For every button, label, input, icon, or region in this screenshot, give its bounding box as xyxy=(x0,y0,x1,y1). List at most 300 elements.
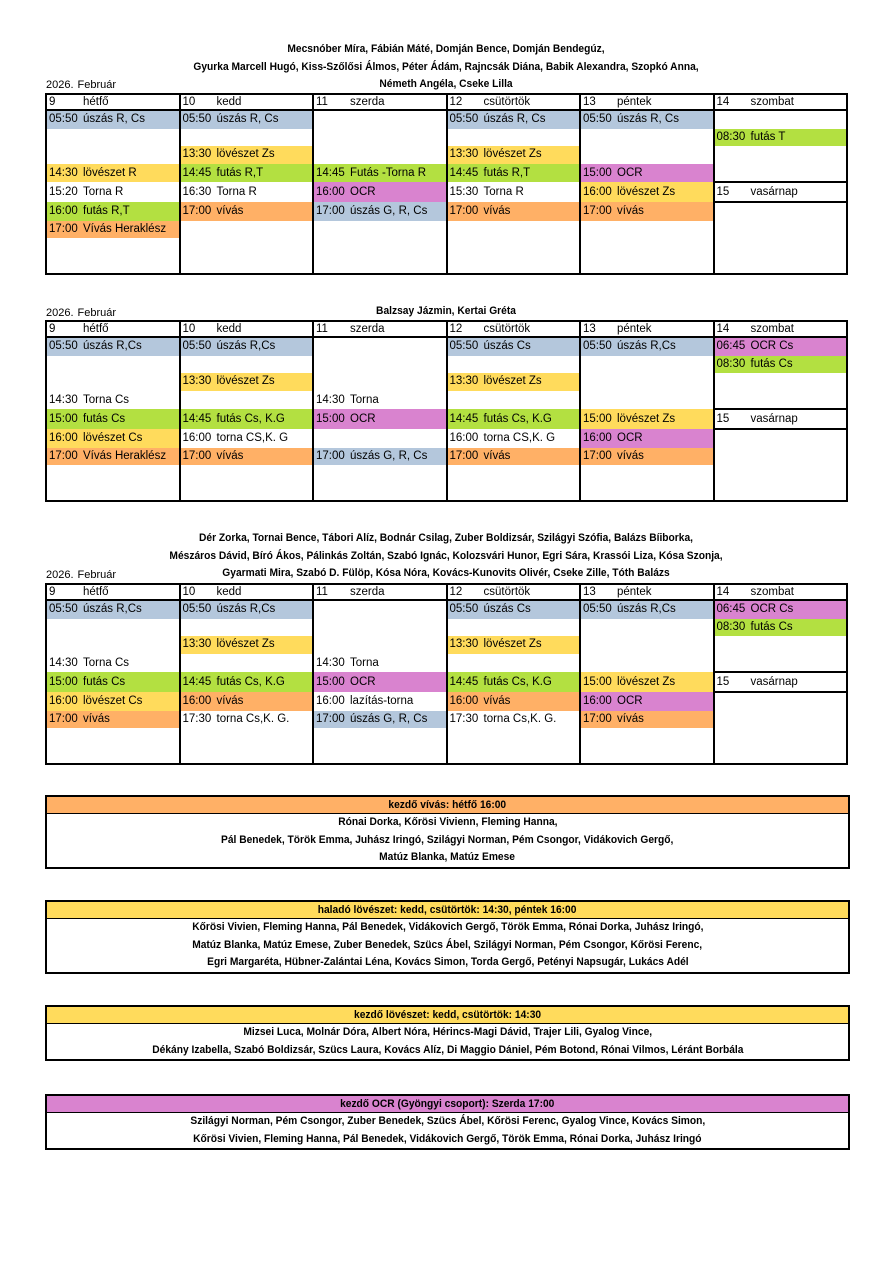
event-time: 14:30 xyxy=(316,393,345,406)
day-number: 13 xyxy=(583,96,596,108)
event-time: 05:50 xyxy=(449,113,479,126)
event-time: 13:30 xyxy=(449,148,479,161)
schedule-row xyxy=(46,221,847,239)
schedule-event xyxy=(180,429,314,448)
event-activity: OCR xyxy=(617,166,643,179)
participants-list xyxy=(72,41,820,94)
schedule-event xyxy=(180,600,314,619)
empty-slot xyxy=(46,619,180,637)
empty-slot xyxy=(180,129,314,147)
schedule-event xyxy=(580,600,714,619)
empty-slot xyxy=(46,129,180,147)
event-time: 15:00 xyxy=(583,412,612,425)
empty-slot xyxy=(714,692,848,711)
schedule-event xyxy=(447,202,581,221)
schedule-event xyxy=(46,654,180,673)
event-activity: lövészet Zs xyxy=(617,185,676,198)
day-name: hétfő xyxy=(83,323,109,335)
schedule-event xyxy=(580,164,714,183)
day-number: 13 xyxy=(583,586,596,598)
event-activity: vívás xyxy=(617,204,644,217)
schedule-event xyxy=(447,164,581,183)
schedule-row xyxy=(46,256,847,275)
empty-slot xyxy=(580,391,714,410)
empty-slot xyxy=(313,746,447,765)
group-members-text: Matúz Blanka, Matúz Emese xyxy=(379,851,516,863)
day-header-row xyxy=(46,94,847,110)
day-number: 9 xyxy=(49,323,56,335)
schedule-event xyxy=(46,110,180,129)
event-activity: úszás R, Cs xyxy=(617,113,679,126)
event-time: 05:50 xyxy=(49,603,78,616)
schedule-row xyxy=(46,672,847,692)
empty-slot xyxy=(714,746,848,765)
group-members-text: Mizsei Luca, Molnár Dóra, Albert Nóra, Hérincs-Magi Dávid, Trajer Lili, Gyalog Vince, xyxy=(243,1026,652,1038)
event-time: 16:00 xyxy=(182,431,212,444)
day-header xyxy=(180,584,314,600)
event-activity: vívás xyxy=(617,712,644,725)
event-time: 08:30 xyxy=(716,357,746,370)
event-time: 05:50 xyxy=(182,113,212,126)
schedule-event xyxy=(447,600,581,619)
schedule-event xyxy=(46,600,180,619)
empty-slot xyxy=(447,391,581,410)
event-activity: Vívás Heraklész xyxy=(83,222,167,235)
training-group xyxy=(45,1094,850,1150)
day-name: szombat xyxy=(750,96,794,108)
event-activity: lövészet Zs xyxy=(483,148,542,161)
schedule-event xyxy=(180,409,314,429)
empty-slot xyxy=(313,221,447,239)
day-number: 12 xyxy=(449,586,463,598)
empty-slot xyxy=(447,221,581,239)
empty-slot xyxy=(580,256,714,275)
event-activity: úszás G, R, Cs xyxy=(350,712,428,725)
event-activity: vívás xyxy=(617,449,644,462)
schedule-event xyxy=(580,711,714,729)
event-activity: Torna Cs xyxy=(83,656,130,669)
schedule-row xyxy=(46,692,847,711)
event-time: 05:50 xyxy=(583,603,612,616)
event-activity: Torna xyxy=(350,393,379,406)
week-calendar xyxy=(45,583,848,765)
group-members-line xyxy=(47,954,848,972)
event-activity: úszás G, R, Cs xyxy=(350,449,428,462)
event-activity: OCR Cs xyxy=(750,603,794,616)
training-group xyxy=(45,795,850,869)
empty-slot xyxy=(714,711,848,729)
schedule-event xyxy=(714,129,848,147)
schedule-row xyxy=(46,429,847,448)
year: 2026. xyxy=(46,569,74,581)
event-activity: vívás xyxy=(483,449,511,462)
event-activity: futás T xyxy=(750,130,786,143)
participants-line: Németh Angéla, Cseke Lilla xyxy=(379,78,513,90)
month: Február xyxy=(77,307,117,319)
day-name: péntek xyxy=(617,586,652,598)
empty-slot xyxy=(447,746,581,765)
day-header xyxy=(46,584,180,600)
schedule-event xyxy=(46,337,180,356)
day-number: 15 xyxy=(716,185,730,198)
group-members-line xyxy=(47,1131,848,1149)
empty-slot xyxy=(313,600,447,619)
empty-slot xyxy=(580,238,714,256)
group-title xyxy=(47,797,848,814)
empty-slot xyxy=(580,146,714,164)
day-number: 14 xyxy=(716,323,730,335)
event-activity: lövészet Zs xyxy=(483,638,542,651)
event-time: 14:30 xyxy=(49,393,78,406)
event-activity: torna CS,K. G xyxy=(216,431,289,444)
empty-slot xyxy=(580,619,714,637)
event-activity: torna Cs,K. G. xyxy=(483,712,557,725)
week-calendar xyxy=(45,93,848,275)
event-time: 05:50 xyxy=(583,340,612,353)
day-header-row xyxy=(46,321,847,337)
day-number: 11 xyxy=(316,586,328,598)
participants-list xyxy=(72,303,820,321)
empty-slot xyxy=(580,356,714,374)
event-activity: lövészet Cs xyxy=(83,431,143,444)
empty-slot xyxy=(313,146,447,164)
schedule-row xyxy=(46,728,847,746)
empty-slot xyxy=(714,465,848,483)
event-time: 17:00 xyxy=(49,712,78,725)
empty-slot xyxy=(580,129,714,147)
event-time: 05:50 xyxy=(182,603,212,616)
event-time: 16:00 xyxy=(182,694,212,707)
event-time: 15:00 xyxy=(49,675,78,688)
group-title xyxy=(47,1096,848,1113)
schedule-event xyxy=(580,337,714,356)
event-time: 13:30 xyxy=(449,638,479,651)
event-time: 17:00 xyxy=(449,449,479,462)
event-activity: futás Cs xyxy=(750,620,793,633)
event-activity: futás R,T xyxy=(83,204,130,217)
empty-slot xyxy=(180,483,314,502)
event-time: 14:45 xyxy=(182,166,212,179)
schedule-event xyxy=(180,636,314,654)
schedule-event xyxy=(46,429,180,448)
empty-slot xyxy=(313,337,447,356)
event-activity: Torna Cs xyxy=(83,393,130,406)
day-name: hétfő xyxy=(83,586,109,598)
month-label xyxy=(46,568,120,582)
empty-slot xyxy=(580,636,714,654)
participants-line: Dér Zorka, Tornai Bence, Tábori Alíz, Bodnár Csilag, Zuber Boldizsár, Szilágyi Szófia, Balázs Bíiborka, xyxy=(198,532,694,544)
day-header xyxy=(580,94,714,110)
event-time: 05:50 xyxy=(449,603,479,616)
participants-line: Gyurka Marcell Hugó, Kiss-Szőlősi Álmos, Péter Ádám, Rajncsák Diána, Babik Alexandra, Szopkó Anna, xyxy=(193,60,699,73)
event-activity: úszás R,Cs xyxy=(216,340,276,353)
empty-slot xyxy=(313,129,447,147)
event-activity: OCR xyxy=(350,675,376,688)
group-title-text: kezdő OCR (Gyöngyi csoport): Szerda 17:00 xyxy=(340,1098,555,1110)
event-time: 15:30 xyxy=(449,185,479,198)
schedule-row xyxy=(46,600,847,619)
event-time: 16:30 xyxy=(182,185,212,198)
event-activity: Torna xyxy=(350,656,379,669)
empty-slot xyxy=(714,448,848,466)
event-time: 14:45 xyxy=(449,675,479,688)
schedule-event xyxy=(180,448,314,466)
day-header xyxy=(313,584,447,600)
event-activity: futás Cs, K.G xyxy=(216,675,285,688)
schedule-row xyxy=(46,337,847,356)
empty-slot xyxy=(313,429,447,448)
event-time: 17:00 xyxy=(316,712,345,725)
schedule-row xyxy=(46,711,847,729)
empty-slot xyxy=(580,728,714,746)
schedule-event xyxy=(580,182,714,202)
schedule-row xyxy=(46,654,847,673)
event-time: 14:45 xyxy=(316,166,345,179)
empty-slot xyxy=(46,256,180,275)
event-time: 13:30 xyxy=(449,375,479,388)
day-header-sunday xyxy=(714,182,848,202)
schedule-row xyxy=(46,448,847,466)
event-time: 14:45 xyxy=(449,412,479,425)
event-activity: futás R,T xyxy=(483,166,531,179)
month: Február xyxy=(77,79,117,91)
empty-slot xyxy=(580,654,714,673)
empty-slot xyxy=(180,256,314,275)
group-members-line xyxy=(47,919,848,937)
empty-slot xyxy=(714,110,848,129)
event-time: 15:00 xyxy=(316,412,345,425)
event-activity: úszás R, Cs xyxy=(83,113,145,126)
schedule-event xyxy=(313,654,447,673)
day-number: 12 xyxy=(449,323,463,335)
empty-slot xyxy=(313,256,447,275)
event-time: 16:00 xyxy=(49,431,78,444)
week-calendar xyxy=(45,320,848,502)
empty-slot xyxy=(447,619,581,637)
event-activity: futás R,T xyxy=(216,166,264,179)
event-time: 06:45 xyxy=(716,603,746,616)
empty-slot xyxy=(714,429,848,448)
schedule-event xyxy=(447,672,581,692)
schedule-row xyxy=(46,356,847,374)
event-time: 05:50 xyxy=(49,113,78,126)
event-activity: vívás xyxy=(216,204,244,217)
event-time: 15:00 xyxy=(583,166,612,179)
day-name: csütörtök xyxy=(483,96,531,108)
event-time: 15:00 xyxy=(49,412,78,425)
empty-slot xyxy=(580,221,714,239)
event-activity: lövészet Zs xyxy=(617,412,676,425)
event-time: 16:00 xyxy=(449,694,479,707)
event-activity: futás Cs, K.G xyxy=(483,675,552,688)
schedule-event xyxy=(46,164,180,183)
day-name: kedd xyxy=(216,586,242,598)
event-activity: torna CS,K. G xyxy=(483,431,556,444)
event-activity: lövészet Zs xyxy=(216,638,275,651)
group-members-text: Kőrösi Vivien, Fleming Hanna, Pál Benedek, Vidákovich Gergő, Török Emma, Rónai Dorka, Juhász Iringó, xyxy=(191,921,704,933)
empty-slot xyxy=(580,746,714,765)
empty-slot xyxy=(180,465,314,483)
event-time: 16:00 xyxy=(583,694,612,707)
event-time: 17:00 xyxy=(583,449,612,462)
empty-slot xyxy=(46,483,180,502)
empty-slot xyxy=(714,238,848,256)
empty-slot xyxy=(46,746,180,765)
empty-slot xyxy=(313,110,447,129)
event-time: 05:50 xyxy=(583,113,612,126)
event-activity: futás Cs, K.G xyxy=(216,412,285,425)
event-activity: lövészet Zs xyxy=(483,375,542,388)
empty-slot xyxy=(447,728,581,746)
empty-slot xyxy=(447,356,581,374)
empty-slot xyxy=(46,356,180,374)
event-time: 16:00 xyxy=(449,431,479,444)
event-time: 05:50 xyxy=(182,340,212,353)
day-name: szerda xyxy=(350,586,385,598)
event-activity: futás Cs xyxy=(83,675,126,688)
event-activity: vívás xyxy=(216,694,244,707)
event-time: 17:00 xyxy=(583,712,612,725)
group-title-text: kezdő vívás: hétfő 16:00 xyxy=(388,799,507,811)
schedule-event xyxy=(447,182,581,202)
event-activity: úszás R,Cs xyxy=(617,340,676,353)
event-time: 14:45 xyxy=(182,412,212,425)
empty-slot xyxy=(714,373,848,391)
event-activity: Vívás Heraklész xyxy=(83,449,167,462)
day-header xyxy=(447,321,581,337)
schedule-event xyxy=(313,672,447,692)
schedule-event xyxy=(46,221,180,239)
day-header-sunday xyxy=(714,409,848,429)
schedule-event xyxy=(580,202,714,221)
empty-slot xyxy=(46,465,180,483)
day-number: 15 xyxy=(716,412,730,425)
schedule-row xyxy=(46,483,847,502)
schedule-row xyxy=(46,391,847,410)
empty-slot xyxy=(447,465,581,483)
empty-slot xyxy=(714,256,848,275)
day-name: kedd xyxy=(216,96,242,108)
event-time: 16:00 xyxy=(583,185,612,198)
day-header xyxy=(447,94,581,110)
event-time: 14:45 xyxy=(449,166,479,179)
day-name: péntek xyxy=(617,96,652,108)
schedule-event xyxy=(180,146,314,164)
event-time: 17:00 xyxy=(182,449,212,462)
empty-slot xyxy=(714,728,848,746)
event-activity: úszás R,Cs xyxy=(216,603,276,616)
schedule-event xyxy=(580,409,714,429)
event-time: 15:00 xyxy=(316,675,345,688)
event-activity: lazítás-torna xyxy=(350,694,414,707)
event-time: 17:00 xyxy=(316,449,345,462)
schedule-event xyxy=(46,711,180,729)
day-header xyxy=(46,321,180,337)
event-activity: Torna R xyxy=(83,185,124,198)
event-time: 16:00 xyxy=(49,694,78,707)
empty-slot xyxy=(580,373,714,391)
schedule-row xyxy=(46,619,847,637)
event-activity: lövészet R xyxy=(83,166,137,179)
schedule-event xyxy=(313,409,447,429)
day-name: csütörtök xyxy=(483,323,531,335)
empty-slot xyxy=(714,654,848,673)
empty-slot xyxy=(180,654,314,673)
event-time: 05:50 xyxy=(449,340,479,353)
month-label xyxy=(46,306,120,320)
day-number: 9 xyxy=(49,586,56,598)
schedule-event xyxy=(447,146,581,164)
event-time: 17:00 xyxy=(182,204,212,217)
day-header xyxy=(714,94,848,110)
schedule-event xyxy=(313,391,447,410)
empty-slot xyxy=(313,356,447,374)
empty-slot xyxy=(46,238,180,256)
schedule-event xyxy=(180,202,314,221)
group-members-line xyxy=(47,814,848,832)
schedule-event xyxy=(180,373,314,391)
event-activity: lövészet Cs xyxy=(83,694,143,707)
day-name: szerda xyxy=(350,323,385,335)
schedule-event xyxy=(180,711,314,729)
group-members-text: Rónai Dorka, Kőrösi Vivienn, Fleming Hanna, xyxy=(337,816,558,828)
schedule-event xyxy=(714,619,848,637)
schedule-event xyxy=(447,373,581,391)
event-time: 14:30 xyxy=(49,656,78,669)
empty-slot xyxy=(46,373,180,391)
empty-slot xyxy=(447,654,581,673)
event-activity: vívás xyxy=(216,449,244,462)
group-members-text: Pál Benedek, Török Emma, Juhász Iringó, Szilágyi Norman, Pém Csongor, Vidákovich Gergő, xyxy=(221,833,674,846)
day-name: hétfő xyxy=(83,96,109,108)
schedule-row xyxy=(46,373,847,391)
schedule-event xyxy=(180,110,314,129)
empty-slot xyxy=(580,483,714,502)
participants-line: Balzsay Jázmin, Kertai Gréta xyxy=(376,305,516,317)
schedule-event xyxy=(447,711,581,729)
schedule-event xyxy=(580,448,714,466)
schedule-event xyxy=(447,692,581,711)
day-name: péntek xyxy=(617,323,652,335)
schedule-event xyxy=(46,409,180,429)
schedule-event xyxy=(447,110,581,129)
event-time: 16:00 xyxy=(49,204,78,217)
event-time: 13:30 xyxy=(182,638,212,651)
year: 2026. xyxy=(46,307,74,319)
schedule-event xyxy=(714,356,848,374)
schedule-row xyxy=(46,146,847,164)
day-number: 11 xyxy=(316,96,328,108)
empty-slot xyxy=(447,129,581,147)
schedule-event xyxy=(180,182,314,202)
group-members-text: Matúz Blanka, Matúz Emese, Zuber Benedek, Szücs Ábel, Szilágyi Norman, Pém Csongor, Kőrösi Ferenc, xyxy=(192,938,703,951)
day-header xyxy=(580,321,714,337)
event-activity: lövészet Zs xyxy=(216,375,275,388)
participants-list xyxy=(72,530,820,583)
participants-line: Mészáros Dávid, Bíró Ákos, Pálinkás Zoltán, Szabó Ignác, Kolozsvári Hunor, Egri Sára, Krassói Liza, Kósa Szonja, xyxy=(169,549,723,562)
day-number: 11 xyxy=(316,323,328,335)
schedule-event xyxy=(46,672,180,692)
group-title xyxy=(47,902,848,919)
event-time: 05:50 xyxy=(49,340,78,353)
event-activity: úszás R,Cs xyxy=(83,340,142,353)
empty-slot xyxy=(180,238,314,256)
empty-slot xyxy=(180,619,314,637)
schedule-event xyxy=(447,636,581,654)
schedule-row xyxy=(46,129,847,147)
schedule-event xyxy=(313,448,447,466)
day-number: 10 xyxy=(182,586,196,598)
